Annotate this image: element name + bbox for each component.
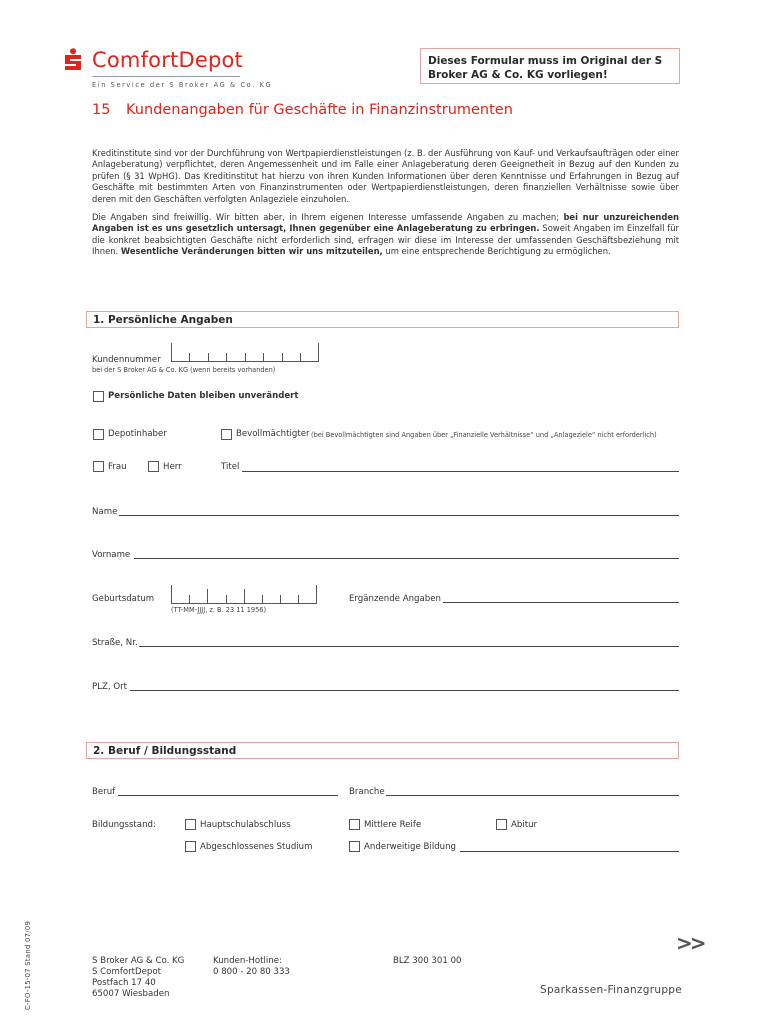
intro-paragraph-2 bbox=[92, 212, 679, 258]
intro-paragraph-1: Kreditinstitute sind vor der Durchführung von Wertpapierdienstleistungen (z. B. der Ausführung von Kauf- und Verkaufsaufträgen oder einer Anlageberatung) verpflichtet, deren Angemessenheit und im Falle einer Anlageberatung deren Geeignetheit in Bezug auf den Kunden zu prüfen (§ 31 WpHG). Das Kreditinstitut hat hierzu von ihren Kunden Informationen über deren Kenntnisse und Erfahrungen in Bezug auf Geschäfte mit bestimmten Arten von Finanzinstrumenten oder Wertpapierdienstleistungen, deren finanziellen Verhältnisse sowie über deren mit den Geschäften verfolgten Anlageziele einzuholen. bbox=[92, 148, 679, 204]
depotinhaber-checkbox[interactable] bbox=[93, 429, 104, 440]
abitur-label: Abitur bbox=[511, 820, 538, 830]
intro-p2-bold-b: bei nur unzureichenden Angaben ist es uns gesetzlich untersagt, Ihnen gegenüber eine Anlageberatung zu erbringen. bbox=[92, 212, 679, 234]
form-code: C-FO-15-07 Stand 07/09 bbox=[24, 920, 32, 1010]
intro-p2-bold-d: Wesentliche Veränderungen bitten wir uns mitzuteilen, bbox=[120, 246, 383, 257]
name-label: Name bbox=[92, 507, 118, 517]
footer-hotline-number: 0 800 - 20 80 333 bbox=[213, 967, 290, 977]
anderweitige-bildung-label: Anderweitige Bildung bbox=[364, 842, 457, 852]
geburtsdatum-input[interactable] bbox=[171, 586, 317, 604]
footer-address-line: S ComfortDepot bbox=[92, 967, 161, 977]
intro-p2-text-e: um eine entsprechende Berichtigung zu ermöglichen. bbox=[385, 246, 611, 257]
form-title: Kundenangaben für Geschäfte in Finanzinstrumenten bbox=[126, 102, 513, 118]
frau-label: Frau bbox=[108, 462, 127, 472]
footer-address bbox=[92, 956, 184, 1000]
hauptschulabschluss-checkbox[interactable] bbox=[185, 819, 196, 830]
kundennummer-input[interactable] bbox=[171, 344, 319, 362]
titel-label: Titel bbox=[221, 462, 240, 472]
intro-p2-text-c: Soweit Angaben im Einzelfall für die konkret beabsichtigten Geschäfte nicht erforderlich sind, erfragen wir diese im Interesse der umfassenden Geschäftsbeziehung mit Ihnen. bbox=[92, 223, 679, 257]
mittlere-reife-checkbox[interactable] bbox=[349, 819, 360, 830]
branche-label: Branche bbox=[349, 787, 385, 797]
bildungsstand-label: Bildungsstand: bbox=[92, 820, 156, 830]
herr-label: Herr bbox=[163, 462, 182, 472]
form-number: 15 bbox=[92, 102, 111, 118]
footer-address-line: S Broker AG & Co. KG bbox=[92, 956, 185, 966]
mittlere-reife-label: Mittlere Reife bbox=[364, 820, 422, 830]
intro-p2-text-a: Die Angaben sind freiwillig. Wir bitten aber, in Ihrem eigenen Interesse umfassende Angaben zu machen; bbox=[92, 212, 560, 222]
brand-divider bbox=[92, 76, 240, 77]
beruf-input[interactable] bbox=[118, 795, 338, 796]
strasse-label: Straße, Nr. bbox=[92, 638, 138, 648]
footer-group: Sparkassen-Finanzgruppe bbox=[540, 984, 683, 996]
section-1-header: 1. Persönliche Angaben bbox=[86, 311, 679, 328]
studium-label: Abgeschlossenes Studium bbox=[200, 842, 313, 852]
footer-hotline bbox=[213, 956, 290, 978]
branche-input[interactable] bbox=[386, 795, 679, 796]
plz-ort-input[interactable] bbox=[130, 690, 679, 691]
footer-hotline-label: Kunden-Hotline: bbox=[213, 956, 282, 966]
bevollmaechtigter-label: Bevollmächtigter bbox=[236, 429, 310, 439]
geburtsdatum-hint: (TT-MM-JJJJ, z. B. 23 11 1956) bbox=[171, 606, 267, 614]
geburtsdatum-label: Geburtsdatum bbox=[92, 594, 155, 604]
unchanged-label: Persönliche Daten bleiben unverändert bbox=[108, 391, 299, 401]
sparkasse-s-logo-icon bbox=[62, 48, 84, 74]
vorname-input[interactable] bbox=[134, 558, 679, 559]
section-2-header: 2. Beruf / Bildungsstand bbox=[86, 742, 679, 759]
herr-checkbox[interactable] bbox=[148, 461, 159, 472]
original-notice: Dieses Formular muss im Original der S Broker AG & Co. KG vorliegen! bbox=[420, 48, 680, 84]
bevollmaechtigter-hint: (bei Bevollmächtigten sind Angaben über „Finanzielle Verhältnisse“ und „Anlageziele“ nicht erforderlich) bbox=[311, 431, 657, 439]
footer-blz: BLZ 300 301 00 bbox=[393, 956, 462, 966]
anderweitige-bildung-checkbox[interactable] bbox=[349, 841, 360, 852]
studium-checkbox[interactable] bbox=[185, 841, 196, 852]
plz-ort-label: PLZ, Ort bbox=[92, 682, 127, 692]
brand-subtitle: Ein Service der S Broker AG & Co. KG bbox=[92, 81, 273, 89]
beruf-label: Beruf bbox=[92, 787, 116, 797]
vorname-label: Vorname bbox=[92, 550, 131, 560]
next-page-arrows-icon: >> bbox=[676, 931, 704, 955]
ergaenzende-label: Ergänzende Angaben bbox=[349, 594, 441, 604]
kundennummer-label: Kundennummer bbox=[92, 355, 161, 365]
hauptschulabschluss-label: Hauptschulabschluss bbox=[200, 820, 291, 830]
frau-checkbox[interactable] bbox=[93, 461, 104, 472]
name-input[interactable] bbox=[119, 515, 679, 516]
brand-name: ComfortDepot bbox=[92, 48, 243, 72]
strasse-input[interactable] bbox=[139, 646, 679, 647]
footer-address-line: Postfach 17 40 bbox=[92, 978, 156, 988]
titel-input[interactable] bbox=[242, 471, 679, 472]
depotinhaber-label: Depotinhaber bbox=[108, 429, 167, 439]
footer-address-line: 65007 Wiesbaden bbox=[92, 989, 170, 999]
abitur-checkbox[interactable] bbox=[496, 819, 507, 830]
ergaenzende-input[interactable] bbox=[443, 602, 679, 603]
bevollmaechtigter-checkbox[interactable] bbox=[221, 429, 232, 440]
kundennummer-hint: bei der S Broker AG & Co. KG (wenn bereits vorhanden) bbox=[92, 366, 276, 374]
unchanged-checkbox[interactable] bbox=[93, 391, 104, 402]
anderweitige-bildung-input[interactable] bbox=[460, 851, 679, 852]
